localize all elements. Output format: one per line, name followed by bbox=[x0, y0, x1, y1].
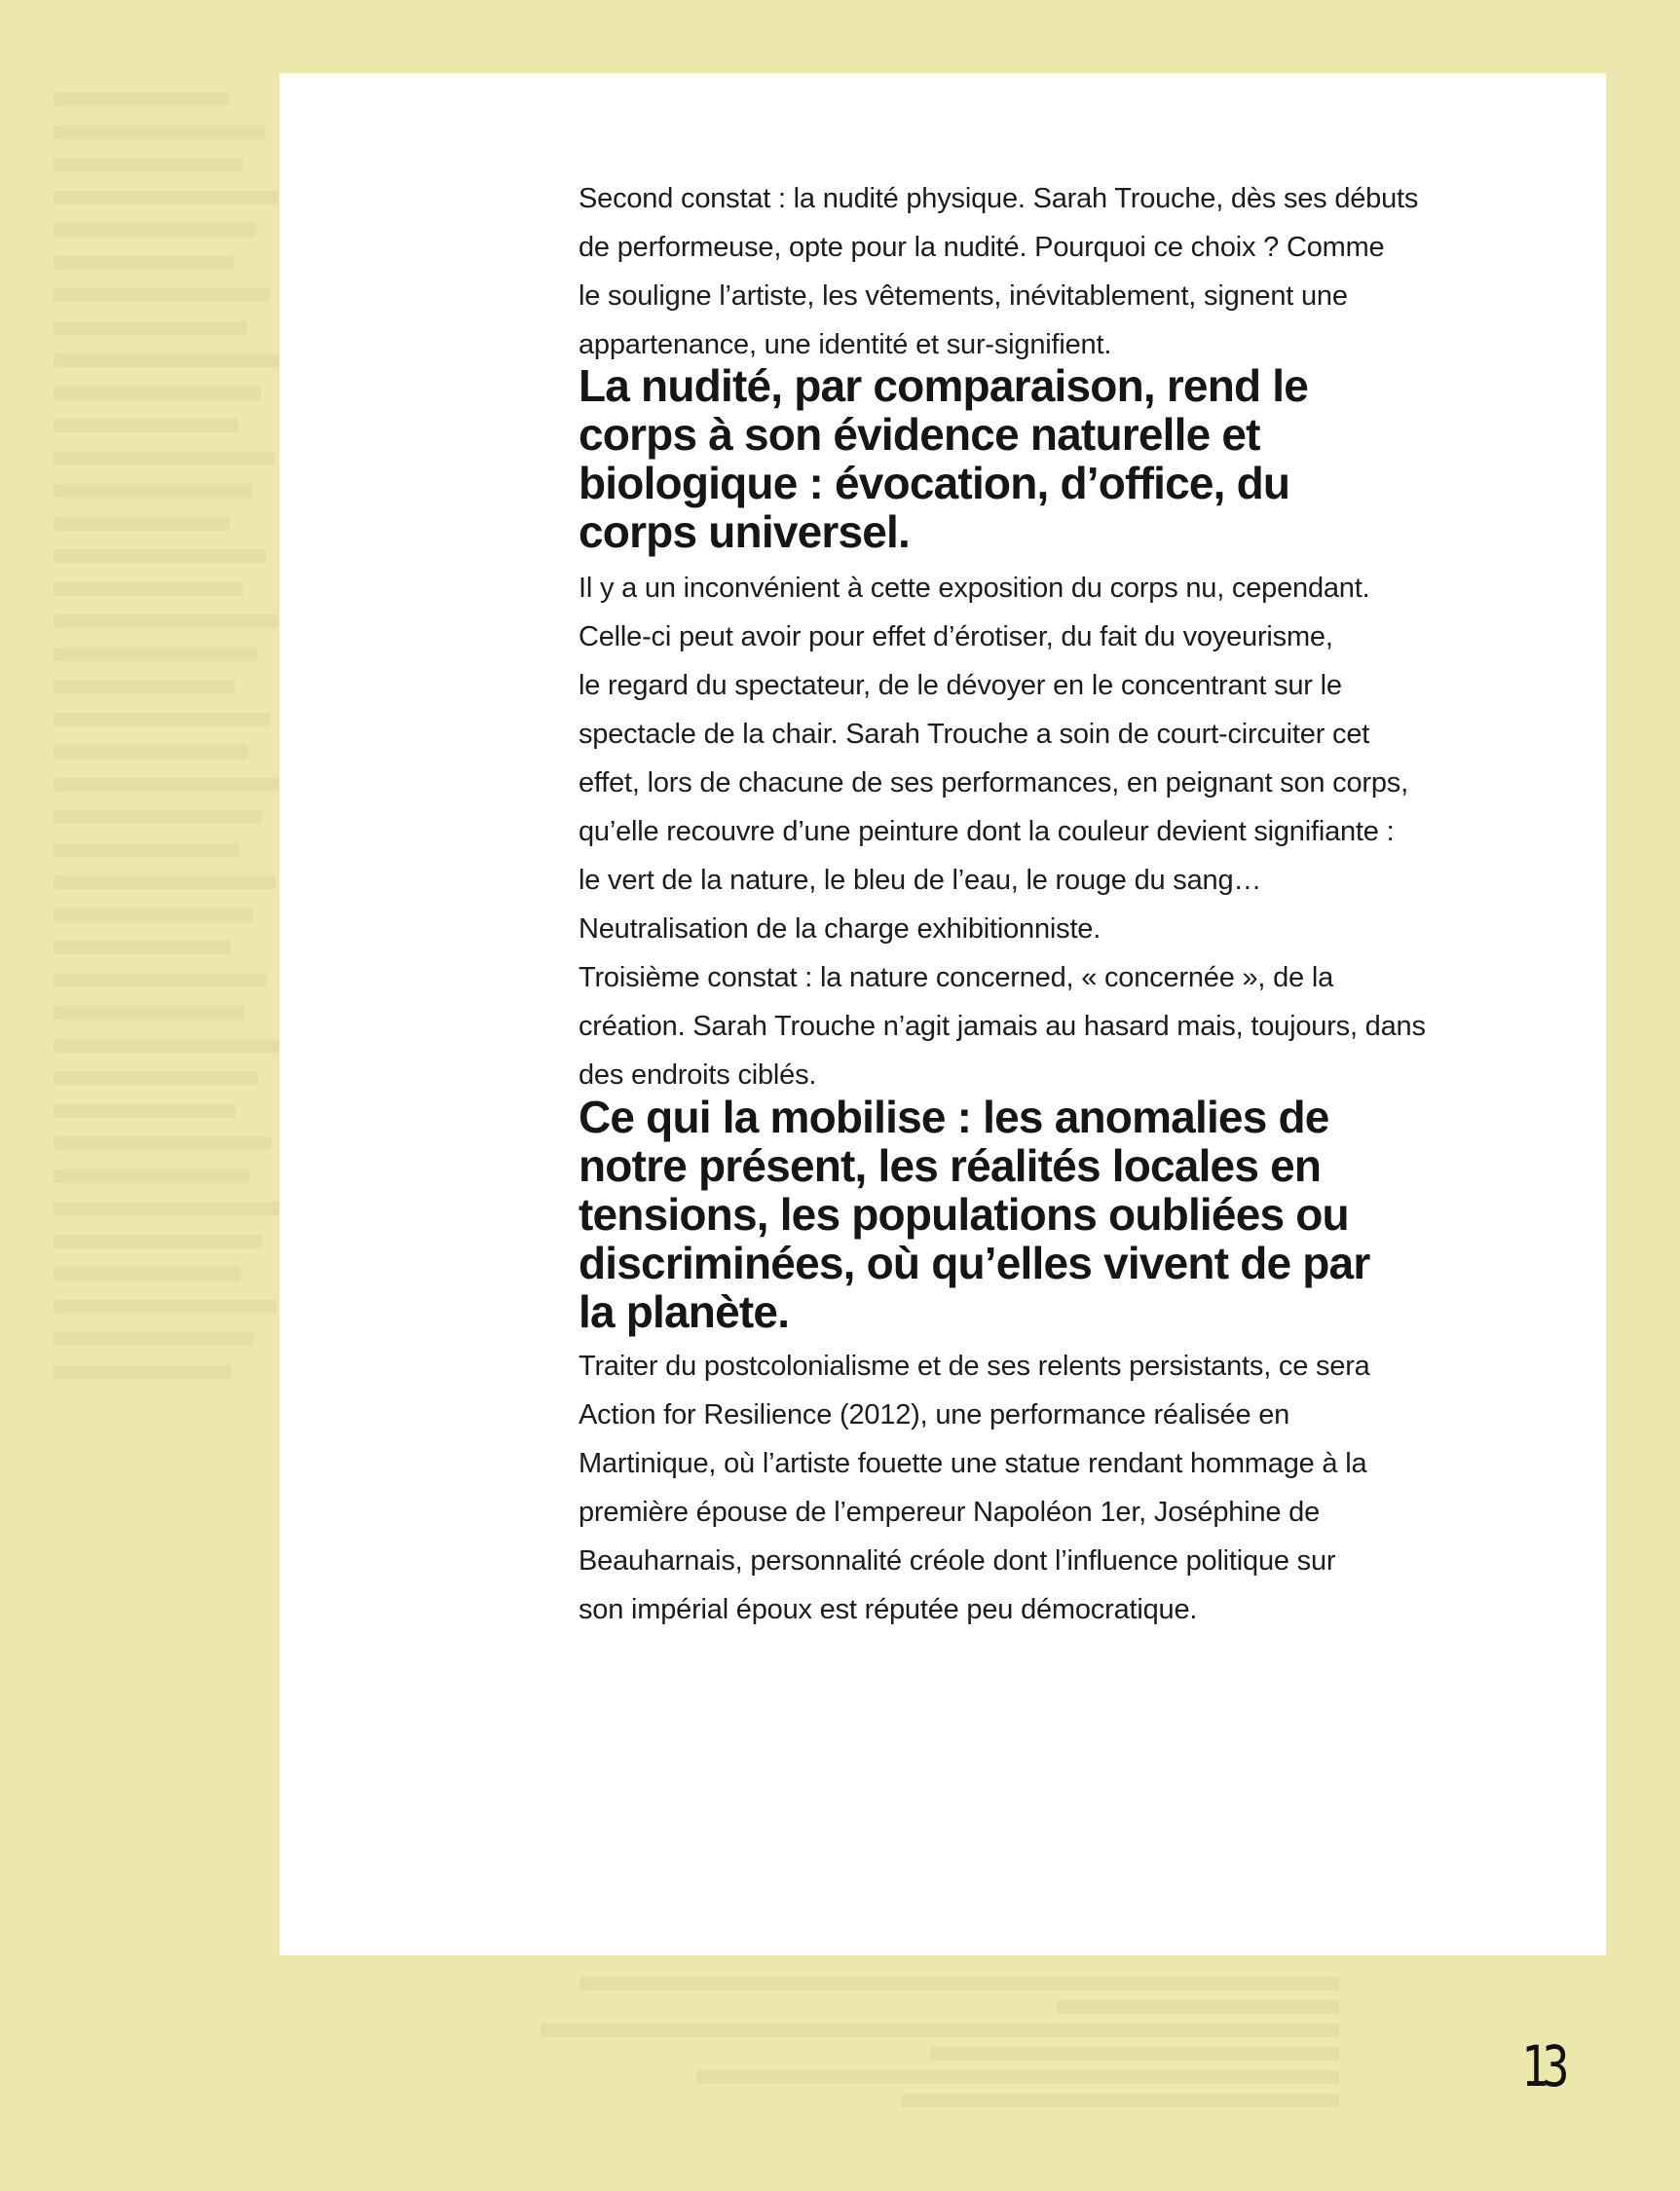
page-number: 13 bbox=[1521, 2033, 1564, 2099]
ghost-line bbox=[54, 778, 284, 792]
ghost-line bbox=[54, 1332, 254, 1346]
ghost-line bbox=[54, 680, 235, 693]
text-line: le regard du spectateur, de le dévoyer en le concentrant sur le bbox=[579, 670, 1342, 701]
paragraph-1 bbox=[579, 174, 1591, 369]
ghost-line bbox=[54, 419, 239, 432]
text-line: Beauharnais, personnalité créole dont l’influence politique sur bbox=[579, 1545, 1336, 1577]
ghost-line bbox=[54, 191, 279, 204]
ghost-line bbox=[54, 582, 243, 596]
ghost-line bbox=[930, 2047, 1339, 2061]
ghost-line bbox=[54, 126, 265, 139]
ghost-line bbox=[54, 223, 256, 237]
text-line: son impérial époux est réputée peu démocratique. bbox=[579, 1594, 1198, 1625]
ghost-line bbox=[54, 1235, 263, 1248]
ghost-line bbox=[54, 1365, 232, 1379]
ghost-line bbox=[541, 2024, 1339, 2037]
ghost-line bbox=[54, 549, 266, 563]
paragraph-2 bbox=[579, 564, 1591, 1099]
text-line: effet, lors de chacune de ses performances, en peignant son corps, bbox=[579, 767, 1408, 798]
ghost-line bbox=[54, 387, 261, 400]
text-line: de performeuse, opte pour la nudité. Pourquoi ce choix ? Comme bbox=[579, 232, 1385, 263]
ghost-line bbox=[54, 1202, 285, 1215]
pull-quote-1 bbox=[579, 361, 1591, 556]
heading-line: notre présent, les réalités locales en bbox=[579, 1140, 1322, 1191]
text-line: Troisième constat : la nature concerned, « concernée », de la bbox=[579, 962, 1334, 993]
ghost-line bbox=[54, 321, 247, 335]
ghost-line bbox=[54, 875, 276, 889]
ghost-line bbox=[54, 909, 253, 922]
heading-line: corps à son évidence naturelle et bbox=[579, 409, 1260, 460]
text-line: spectacle de la chair. Sarah Trouche a soin de court-circuiter cet bbox=[579, 719, 1370, 750]
text-line: Il y a un inconvénient à cette exposition du corps nu, cependant. bbox=[579, 573, 1370, 604]
text-line: première épouse de l’empereur Napoléon 1er, Joséphine de bbox=[579, 1497, 1321, 1528]
ghost-line bbox=[1057, 2000, 1339, 2014]
text-line: le vert de la nature, le bleu de l’eau, le rouge du sang… bbox=[579, 865, 1262, 896]
ghost-line bbox=[901, 2094, 1339, 2107]
heading-line: discriminées, où qu’elles vivent de par bbox=[579, 1238, 1370, 1288]
ghost-line bbox=[54, 452, 275, 465]
ghost-line bbox=[54, 517, 230, 531]
text-line: qu’elle recouvre d’une peinture dont la couleur devient signifiante : bbox=[579, 816, 1395, 847]
ghost-line bbox=[696, 2070, 1339, 2084]
heading-line: tensions, les populations oubliées ou bbox=[579, 1189, 1349, 1240]
ghost-line bbox=[54, 941, 231, 954]
ghost-line bbox=[54, 158, 243, 171]
ghost-line bbox=[54, 484, 252, 498]
ghost-line bbox=[54, 745, 248, 759]
ghost-line bbox=[54, 1170, 249, 1183]
ghost-line bbox=[54, 713, 271, 726]
ghost-line bbox=[54, 256, 234, 270]
ghost-line bbox=[54, 810, 262, 824]
ghost-line bbox=[54, 614, 280, 628]
text-line: appartenance, une identité et sur-signifient. bbox=[579, 329, 1112, 360]
text-line: Second constat : la nudité physique. Sarah Trouche, dès ses débuts bbox=[579, 183, 1419, 214]
text-line: le souligne l’artiste, les vêtements, inévitablement, signent une bbox=[579, 280, 1348, 312]
ghost-line bbox=[54, 93, 229, 106]
ghost-line bbox=[54, 648, 257, 661]
heading-line: biologique : évocation, d’office, du bbox=[579, 458, 1290, 508]
ghost-line bbox=[579, 1977, 1339, 1990]
heading-line: la planète. bbox=[579, 1286, 790, 1337]
ghost-line bbox=[54, 288, 270, 302]
ghost-line bbox=[54, 1006, 244, 1020]
ghost-line bbox=[54, 1267, 241, 1281]
ghost-line bbox=[54, 843, 240, 857]
text-line: Neutralisation de la charge exhibitionniste. bbox=[579, 913, 1101, 945]
text-line: Action for Resilience (2012), une performance réalisée en bbox=[579, 1399, 1290, 1430]
text-line: Celle-ci peut avoir pour effet d’érotiser, du fait du voyeurisme, bbox=[579, 621, 1333, 652]
ghost-line bbox=[54, 1104, 236, 1118]
heading-line: La nudité, par comparaison, rend le bbox=[579, 360, 1309, 411]
ghost-line bbox=[54, 353, 283, 367]
paragraph-3 bbox=[579, 1342, 1591, 1634]
text-line: création. Sarah Trouche n’agit jamais au hasard mais, toujours, dans bbox=[579, 1011, 1426, 1042]
ghost-line bbox=[54, 974, 267, 987]
ghost-line bbox=[54, 1136, 272, 1150]
ghost-line bbox=[54, 1300, 277, 1314]
ghost-line bbox=[54, 1039, 280, 1053]
heading-line: Ce qui la mobilise : les anomalies de bbox=[579, 1092, 1329, 1142]
text-line: Traiter du postcolonialisme et de ses relents persistants, ce sera bbox=[579, 1351, 1370, 1382]
pull-quote-2 bbox=[579, 1093, 1591, 1336]
ghost-line bbox=[54, 1071, 258, 1085]
text-line: Martinique, où l’artiste fouette une statue rendant hommage à la bbox=[579, 1448, 1367, 1479]
heading-line: corps universel. bbox=[579, 506, 911, 557]
text-line: des endroits ciblés. bbox=[579, 1059, 817, 1091]
